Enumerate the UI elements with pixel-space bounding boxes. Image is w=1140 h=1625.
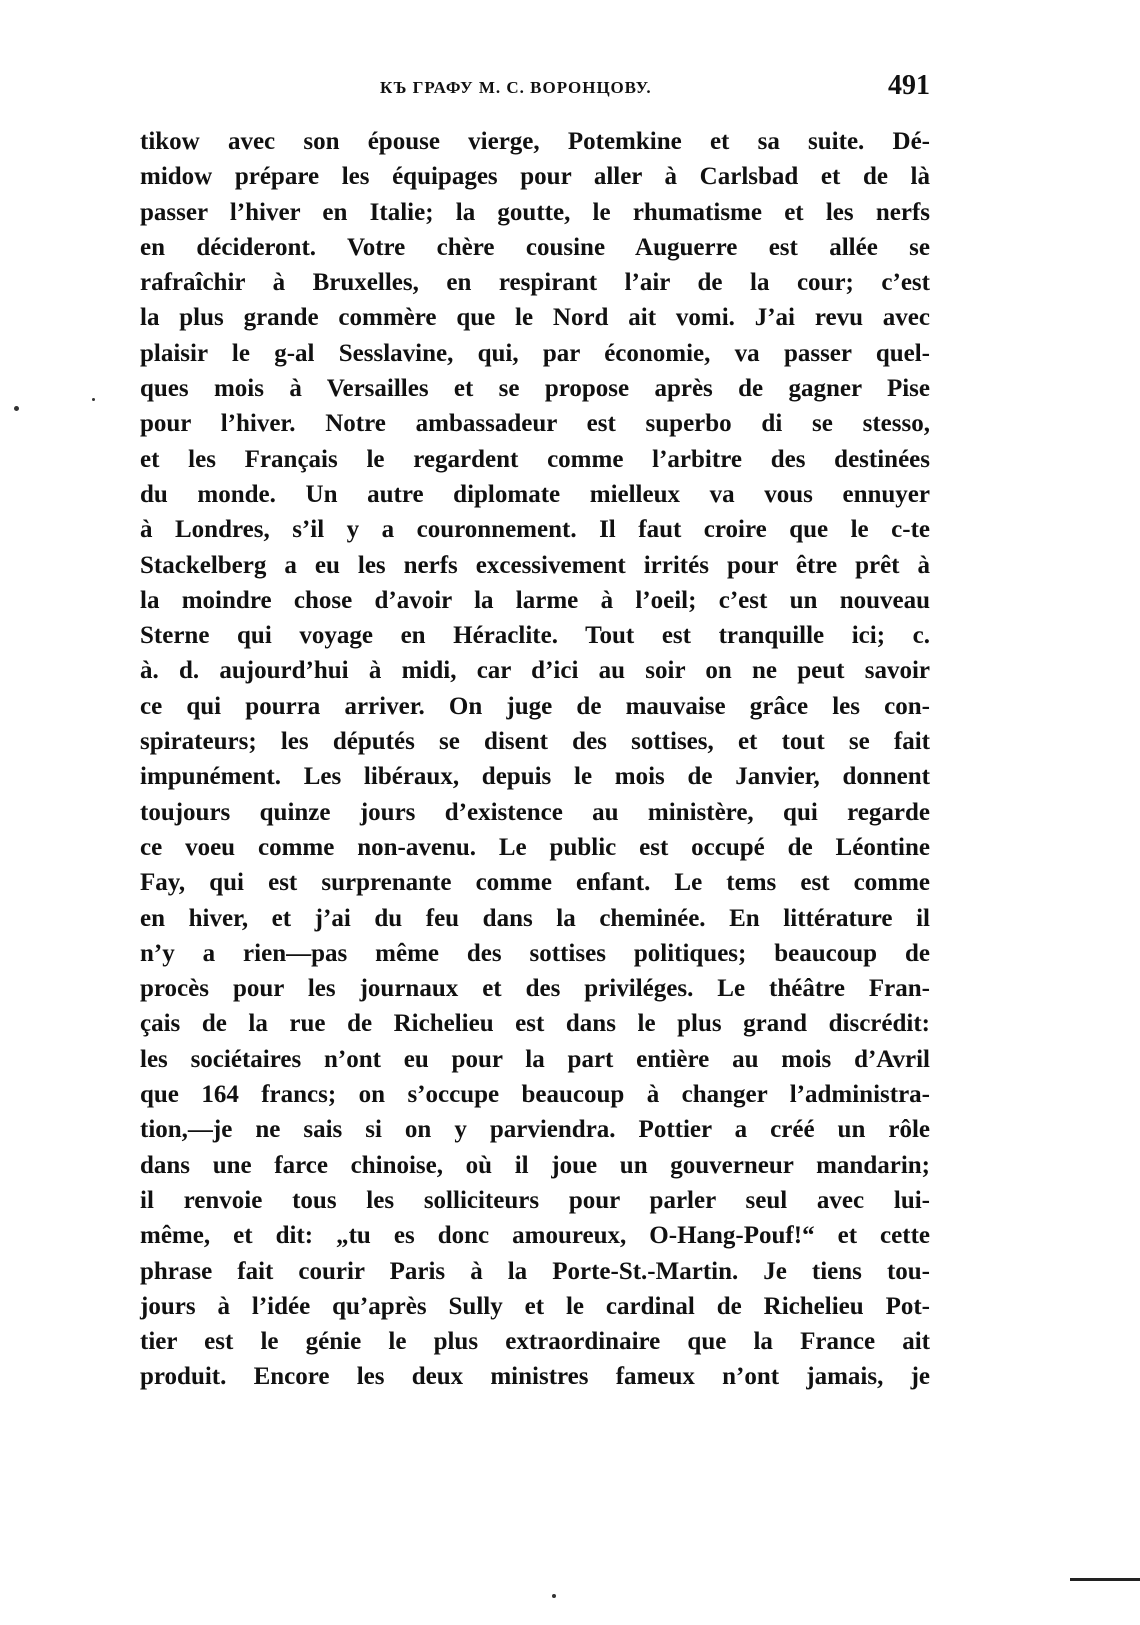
text-line: produit. Encore les deux ministres fameux n’ont jamais, je — [140, 1363, 930, 1391]
margin-speck — [92, 398, 95, 401]
text-line: Sterne qui voyage en Héraclite. Tout est tranquille ici; c. — [140, 622, 930, 650]
text-line: spirateurs; les députés se disent des sottises, et tout se fait — [140, 728, 930, 756]
text-line: en hiver, et j’ai du feu dans la cheminée. En littérature il — [140, 904, 930, 932]
page-number: 491 — [888, 70, 930, 101]
text-line: à. d. aujourd’hui à midi, car d’ici au soir on ne peut savoir — [140, 657, 930, 685]
text-line: passer l’hiver en Italie; la goutte, le rhumatisme et les nerfs — [140, 198, 930, 226]
text-line: çais de la rue de Richelieu est dans le plus grand discrédit: — [140, 1010, 930, 1038]
text-line: plaisir le g-al Sesslavine, qui, par économie, va passer quel- — [140, 339, 930, 367]
body-text — [140, 124, 930, 1395]
text-line: ce qui pourra arriver. On juge de mauvaise grâce les con- — [140, 692, 930, 720]
margin-speck — [552, 1594, 556, 1598]
text-line: la plus grande commère que le Nord ait vomi. J’ai revu avec — [140, 304, 930, 332]
text-line: Fay, qui est surprenante comme enfant. Le tems est comme — [140, 869, 930, 897]
running-title: КЪ ГРАФУ М. С. ВОРОНЦОВУ. — [380, 78, 652, 97]
text-line: impunément. Les libéraux, depuis le mois de Janvier, donnent — [140, 763, 930, 791]
text-line: à Londres, s’il y a couronnement. Il faut croire que le c-te — [140, 516, 930, 544]
text-line: du monde. Un autre diplomate mielleux va vous ennuyer — [140, 480, 930, 508]
text-line: toujours quinze jours d’existence au ministère, qui regarde — [140, 798, 930, 826]
text-line: tier est le génie le plus extraordinaire que la France ait — [140, 1328, 930, 1356]
text-line: en décideront. Votre chère cousine Auguerre est allée se — [140, 233, 930, 261]
text-line: phrase fait courir Paris à la Porte-St.-Martin. Je tiens tou- — [140, 1257, 930, 1285]
text-line: rafraîchir à Bruxelles, en respirant l’air de la cour; c’est — [140, 269, 930, 297]
text-line: même, et dit: „tu es donc amoureux, O-Hang-Pouf!“ et cette — [140, 1222, 930, 1250]
text-line: midow prépare les équipages pour aller à Carlsbad et de là — [140, 163, 930, 191]
text-line: n’y a rien—pas même des sottises politiques; beaucoup de — [140, 939, 930, 967]
text-line: que 164 francs; on s’occupe beaucoup à changer l’administra- — [140, 1081, 930, 1109]
text-line: la moindre chose d’avoir la larme à l’oeil; c’est un nouveau — [140, 586, 930, 614]
text-line: ques mois à Versailles et se propose après de gagner Pise — [140, 375, 930, 403]
text-line: tion,—je ne sais si on y parviendra. Pottier a créé un rôle — [140, 1116, 930, 1144]
text-line: Stackelberg a eu les nerfs excessivement irrités pour être prêt à — [140, 551, 930, 579]
text-line: il renvoie tous les solliciteurs pour parler seul avec lui- — [140, 1186, 930, 1214]
text-line: les sociétaires n’ont eu pour la part entière au mois d’Avril — [140, 1045, 930, 1073]
text-line: procès pour les journaux et des priviléges. Le théâtre Fran- — [140, 975, 930, 1003]
margin-speck — [14, 406, 19, 411]
text-line: ce voeu comme non-avenu. Le public est occupé de Léontine — [140, 833, 930, 861]
text-line: tikow avec son épouse vierge, Potemkine et sa suite. Dé- — [140, 128, 930, 155]
text-line: dans une farce chinoise, où il joue un gouverneur mandarin; — [140, 1151, 930, 1179]
page-edge-mark — [1070, 1578, 1140, 1581]
running-header — [140, 70, 930, 106]
text-line: et les Français le regardent comme l’arbitre des destinées — [140, 445, 930, 473]
text-line: pour l’hiver. Notre ambassadeur est superbo di se stesso, — [140, 410, 930, 438]
text-line: jours à l’idée qu’après Sully et le cardinal de Richelieu Pot- — [140, 1292, 930, 1320]
